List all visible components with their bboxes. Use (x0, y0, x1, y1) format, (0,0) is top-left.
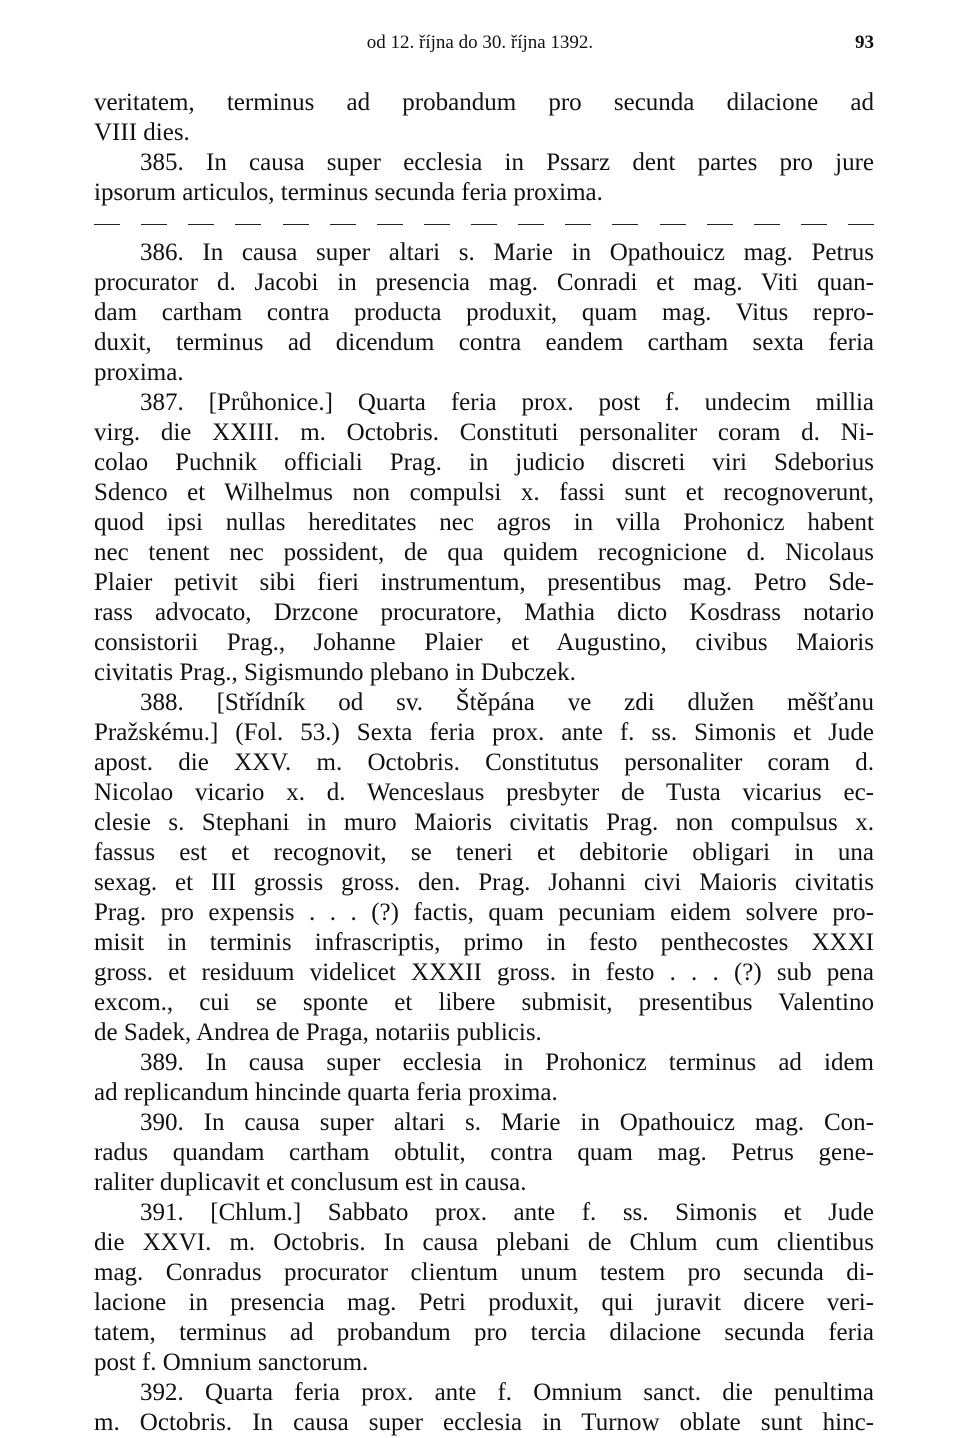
text-line: civitatis Prag., Sigismundo plebano in Dubczek. (94, 659, 576, 686)
text-line: proxima. (94, 359, 184, 386)
text-line: excom., cui se sponte et libere submisit, presentibus Valentino (94, 989, 874, 1016)
text-line: 385. In causa super ecclesia in Pssarz dent partes pro jure (140, 149, 874, 176)
divider-dash (94, 224, 120, 225)
divider-dash (471, 224, 497, 225)
text-line: 387. [Průhonice.] Quarta feria prox. post f. undecim millia (140, 389, 874, 416)
text-line: 392. Quarta feria prox. ante f. Omnium sanct. die penultima (140, 1379, 874, 1406)
text-line: 389. In causa super ecclesia in Prohonicz terminus ad idem (140, 1049, 874, 1076)
page-number: 93 (855, 32, 874, 53)
text-line: colao Puchnik officiali Prag. in judicio discreti viri Sdeborius (94, 449, 874, 476)
divider-dash (235, 224, 261, 225)
running-head (0, 32, 960, 58)
text-line: dam cartham contra producta produxit, quam mag. Vitus repro- (94, 299, 874, 326)
text-line: gross. et residuum videlicet XXXII gross. in festo . . . (?) sub pena (94, 959, 874, 986)
divider-dash (848, 224, 874, 225)
divider-dash (801, 224, 827, 225)
divider-dash (141, 224, 167, 225)
text-line: 391. [Chlum.] Sabbato prox. ante f. ss. Simonis et Jude (140, 1199, 874, 1226)
text-line: m. Octobris. In causa super ecclesia in Turnow oblate sunt hinc- (94, 1409, 874, 1436)
text-line: misit in terminis infrascriptis, primo in festo penthecostes XXXI (94, 929, 874, 956)
text-line: procurator d. Jacobi in presencia mag. Conradi et mag. Viti quan- (94, 269, 874, 296)
text-line: tatem, terminus ad probandum pro tercia dilacione secunda feria (94, 1319, 874, 1346)
text-line: die XXVI. m. Octobris. In causa plebani de Chlum cum clientibus (94, 1229, 874, 1256)
text-line: fassus est et recognovit, se teneri et debitorie obligari in una (94, 839, 874, 866)
divider-dash (188, 224, 214, 225)
text-line: clesie s. Stephani in muro Maioris civitatis Prag. non compulsus x. (94, 809, 874, 836)
divider-dash (612, 224, 638, 225)
running-title: od 12. října do 30. října 1392. (366, 32, 594, 53)
text-line: quod ipsi nullas hereditates nec agros in villa Prohonicz habent (94, 509, 874, 536)
text-line: mag. Conradus procurator clientum unum testem pro secunda di- (94, 1259, 874, 1286)
text-line: 390. In causa super altari s. Marie in Opathouicz mag. Con- (140, 1109, 874, 1136)
text-line: VIII dies. (94, 119, 190, 146)
body-text (94, 88, 874, 1438)
text-line: ipsorum articulos, terminus secunda feria proxima. (94, 179, 603, 206)
text-line: duxit, terminus ad dicendum contra eandem cartham sexta feria (94, 329, 874, 356)
text-line: Plaier petivit sibi fieri instrumentum, presentibus mag. Petro Sde- (94, 569, 874, 596)
divider-dash (377, 224, 403, 225)
text-line: Nicolao vicario x. d. Wenceslaus presbyter de Tusta vicarius ec- (94, 779, 874, 806)
section-divider (94, 208, 874, 238)
divider-dash (660, 224, 686, 225)
text-line: nec tenent nec possident, de qua quidem recognicione d. Nicolaus (94, 539, 874, 566)
text-line: 386. In causa super altari s. Marie in Opathouicz mag. Petrus (140, 239, 874, 266)
text-line: apost. die XXV. m. Octobris. Constitutus personaliter coram d. (94, 749, 874, 776)
text-line: lacione in presencia mag. Petri produxit, qui juravit dicere veri- (94, 1289, 874, 1316)
text-line: rass advocato, Drzcone procuratore, Mathia dicto Kosdrass notario (94, 599, 874, 626)
divider-dash (330, 224, 356, 225)
text-line: Prag. pro expensis . . . (?) factis, quam pecuniam eidem solvere pro- (94, 899, 874, 926)
text-line: Sdenco et Wilhelmus non compulsi x. fassi sunt et recognoverunt, (94, 479, 874, 506)
text-line: veritatem, terminus ad probandum pro secunda dilacione ad (94, 89, 874, 116)
text-line: de Sadek, Andrea de Praga, notariis publicis. (94, 1019, 542, 1046)
text-line: 388. [Střídník od sv. Štěpána ve zdi dlužen měšťanu (140, 689, 874, 716)
divider-dash (424, 224, 450, 225)
text-line: post f. Omnium sanctorum. (94, 1349, 369, 1376)
text-line: sexag. et III grossis gross. den. Prag. Johanni civi Maioris civitatis (94, 869, 874, 896)
text-line: radus quandam cartham obtulit, contra quam mag. Petrus gene- (94, 1139, 874, 1166)
text-line: raliter duplicavit et conclusum est in causa. (94, 1169, 527, 1196)
text-line: consistorii Prag., Johanne Plaier et Augustino, civibus Maioris (94, 629, 874, 656)
divider-dash (283, 224, 309, 225)
divider-dash (518, 224, 544, 225)
text-line: virg. die XXIII. m. Octobris. Constituti personaliter coram d. Ni- (94, 419, 874, 446)
divider-dash (707, 224, 733, 225)
text-line: Pražskému.] (Fol. 53.) Sexta feria prox. ante f. ss. Simonis et Jude (94, 719, 874, 746)
text-line: ad replicandum hincinde quarta feria proxima. (94, 1079, 558, 1106)
divider-dash (565, 224, 591, 225)
divider-dash (754, 224, 780, 225)
